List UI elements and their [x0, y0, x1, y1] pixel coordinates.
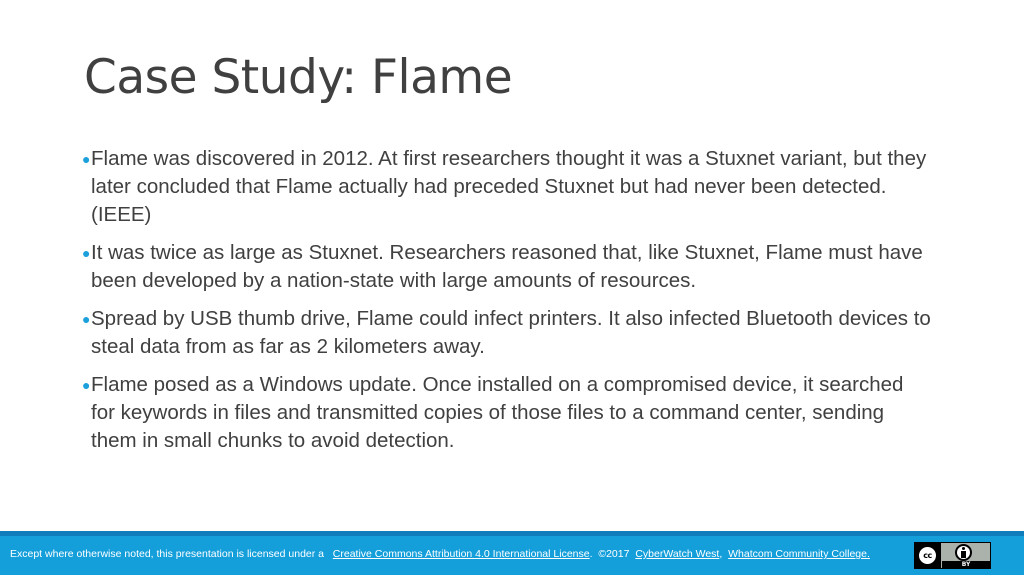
bullet-list — [82, 145, 932, 465]
cc-icon: cc — [917, 545, 938, 566]
bullet-dot-icon: ● — [82, 151, 91, 167]
license-footer — [0, 536, 1024, 575]
footer-text — [10, 548, 870, 560]
bullet-item — [82, 305, 932, 361]
footer-comma: , — [719, 548, 723, 560]
bullet-text: Flame posed as a Windows update. Once installed on a compromised device, it searched for keywords in files and transmitted copies of those files to a command center, sending them in small chunks to avoid detection. — [91, 373, 904, 452]
cyberwatch-west-link[interactable]: CyberWatch West — [635, 548, 720, 560]
bullet-dot-icon: ● — [82, 377, 91, 393]
footer-period: . — [589, 548, 593, 560]
bullet-item — [82, 145, 932, 229]
bullet-dot-icon: ● — [82, 245, 91, 261]
bullet-item — [82, 239, 932, 295]
person-head — [962, 547, 965, 550]
copyright-text: ©2017 — [598, 548, 630, 560]
by-label: BY — [942, 561, 990, 568]
attribution-person-icon — [955, 544, 972, 561]
footer-prefix: Except where otherwise noted, this presentation is licensed under a — [10, 548, 325, 560]
slide-title: Case Study: Flame — [84, 50, 513, 105]
cc-by-license-icon[interactable] — [914, 542, 991, 569]
bullet-dot-icon: ● — [82, 311, 91, 327]
license-link[interactable]: Creative Commons Attribution 4.0 International License — [332, 548, 590, 560]
bullet-text: Spread by USB thumb drive, Flame could infect printers. It also infected Bluetooth devices to steal data from as far as 2 kilometers away. — [91, 307, 931, 358]
person-body — [961, 551, 966, 558]
bullet-text: Flame was discovered in 2012. At first researchers thought it was a Stuxnet variant, but they later concluded that Flame actually had preceded Stuxnet but had never been detected. (IEEE) — [91, 147, 927, 226]
cc-badge-left — [915, 543, 941, 568]
bullet-text: It was twice as large as Stuxnet. Researchers reasoned that, like Stuxnet, Flame must have been developed by a nation-state with large amounts of resources. — [91, 241, 923, 292]
whatcom-college-link[interactable]: Whatcom Community College. — [728, 548, 870, 560]
bullet-item — [82, 371, 932, 455]
